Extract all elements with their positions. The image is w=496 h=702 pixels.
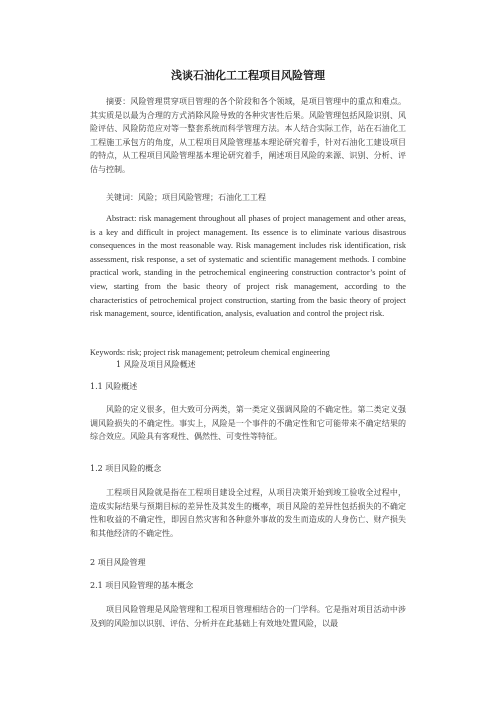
abstract-chinese: 摘要：风险管理贯穿项目管理的各个阶段和各个领域，是项目管理中的重点和难点。其实质是以最为合理的方式消除风险导致的各种灾害性后果。风险管理包括风险识别、风险评估、风险防范应对等一整套系统而科学管理方法。本人结合实际工作，站在石油化工工程施工承包方的角度，从工程项目风险管理基本理论研究着手，针对石油化工建设项目的特点，从工程项目风险管理基本理论研究着手，阐述项目风险的来源、识别、分析、评估与控制。 [90, 97, 406, 174]
section-heading-2: 2 项目风险管理 [90, 558, 146, 567]
section-heading-1-1: 1.1 风险概述 [90, 382, 138, 391]
section-heading-1-2: 1.2 项目风险的概念 [90, 464, 162, 473]
abstract-english: Abstract: risk management throughout all phases of project management and other areas, is a key and difficult in project management. Its essence is to eliminate various disastrous consequences in the most reasonable way. Risk management includes risk identification, risk assessment, risk response, a set of systematic and scientific management methods. I combine practical work, standing in the petrochemical engineering construction contractor’s point of view, starting from the basic theory of project risk management, according to the characteristics of petrochemical project construction, starting from the basic theory of project risk management, source, identification, analysis, evaluation and control the project risk. [90, 214, 406, 319]
keywords-chinese: 关键词：风险；项目风险管理；石油化工工程 [106, 193, 266, 202]
document-title: 浅谈石油化工工程项目风险管理 [171, 69, 325, 82]
section-heading-1: 1 风险及项目风险概述 [116, 360, 196, 369]
paragraph-2-1: 项目风险管理是风险管理和工程项目管理相结合的一门学科。它是指对项目活动中涉及到的风险加以识别、评估、分析并在此基础上有效地处置风险，以最 [90, 605, 406, 628]
paragraph-1-2: 工程项目风险就是指在工程项目建设全过程，从项目决策开始到竣工验收全过程中，造成实际结果与预期目标的差异性及其发生的概率，项目风险的差异性包括损失的不确定性和收益的不确定性，即因自然灾害和各种意外事故的发生而造成的人身伤亡、财产损失和其他经济的不确定性。 [90, 488, 406, 538]
section-heading-2-1: 2.1 项目风险管理的基本概念 [90, 581, 194, 590]
keywords-english: Keywords: risk; project risk management; petroleum chemical engineering [90, 348, 330, 357]
paragraph-1-1: 风险的定义很多，但大致可分两类，第一类定义强调风险的不确定性。第二类定义强调风险损失的不确定性。事实上，风险是一个事件的不确定性和它可能带来不确定结果的综合效应。风险具有客观性、偶然性、可变性等特征。 [90, 405, 406, 442]
